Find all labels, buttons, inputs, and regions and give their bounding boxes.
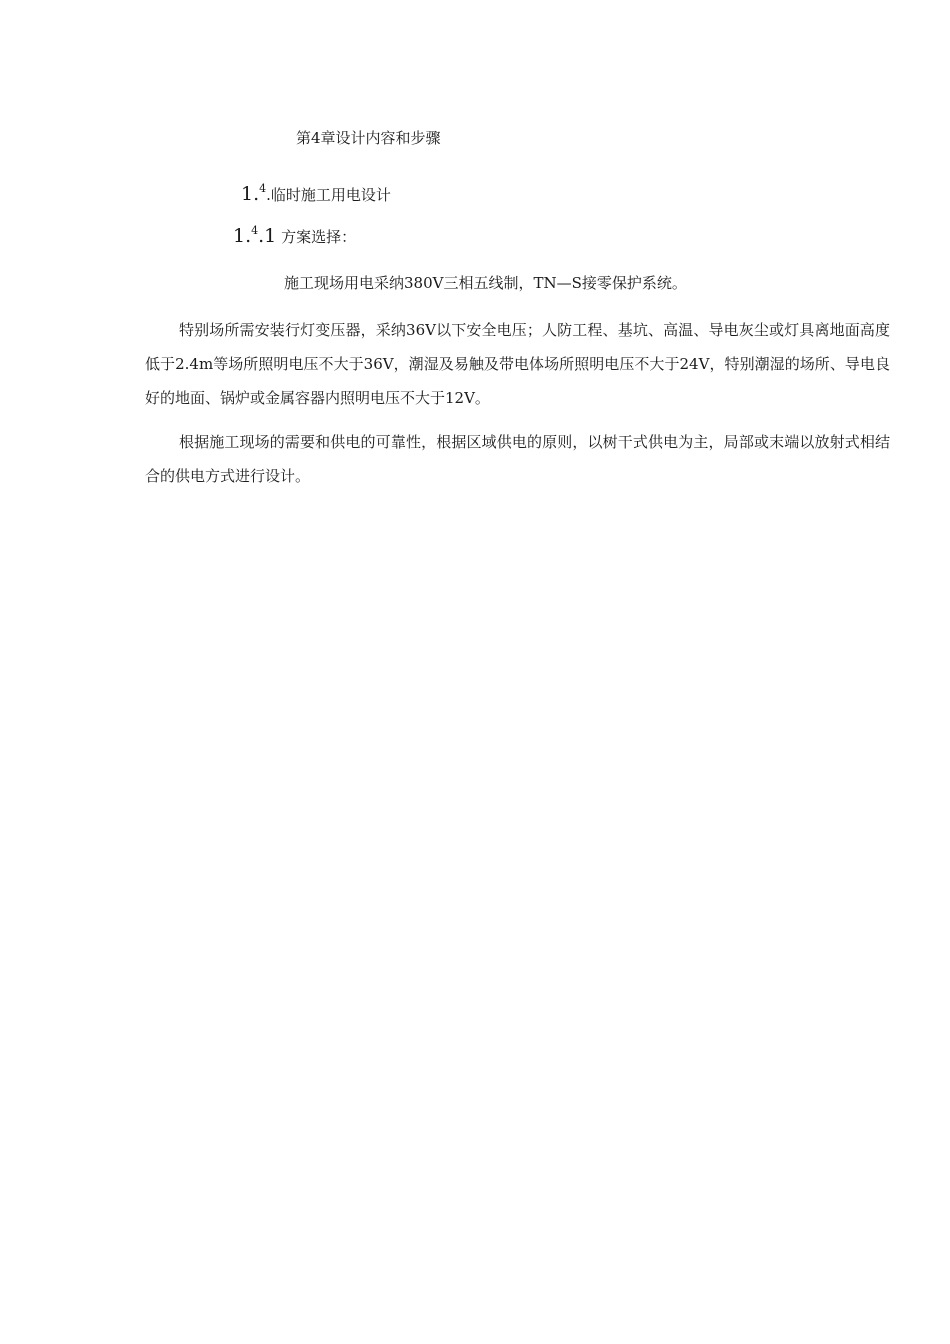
paragraph-lighting-voltage: 特别场所需安装行灯变压器，采纳36V以下安全电压；人防工程、基坑、高温、导电灰尘或灯具离地面高度低于2.4m等场所照明电压不大于36V，潮湿及易触及带电体场所照明电压不大于24V，特别潮湿的场所、导电良好的地面、锅炉或金属容器内照明电压不大于12V。 xyxy=(145,321,890,407)
section-number: 1. xyxy=(241,183,260,205)
section-number-tail: . xyxy=(266,186,271,204)
paragraph-system: 施工现场用电采纳380V三相五线制，TN—S接零保护系统。 xyxy=(284,274,687,292)
subsection-title: 方案选择： xyxy=(281,228,357,246)
subsection-number-superscript: 4 xyxy=(251,224,259,237)
section-heading xyxy=(241,184,391,207)
section-title: 临时施工用电设计 xyxy=(270,186,391,204)
section-number-superscript: 4 xyxy=(259,182,267,195)
subsection-heading xyxy=(233,226,356,249)
chapter-title: 第4章设计内容和步骤 xyxy=(296,129,441,147)
paragraph-supply-method: 根据施工现场的需要和供电的可靠性，根据区域供电的原则，以树干式供电为主，局部或末端以放射式相结合的供电方式进行设计。 xyxy=(145,433,890,485)
subsection-number-tail: .1 xyxy=(258,225,277,247)
subsection-number: 1. xyxy=(233,225,252,247)
